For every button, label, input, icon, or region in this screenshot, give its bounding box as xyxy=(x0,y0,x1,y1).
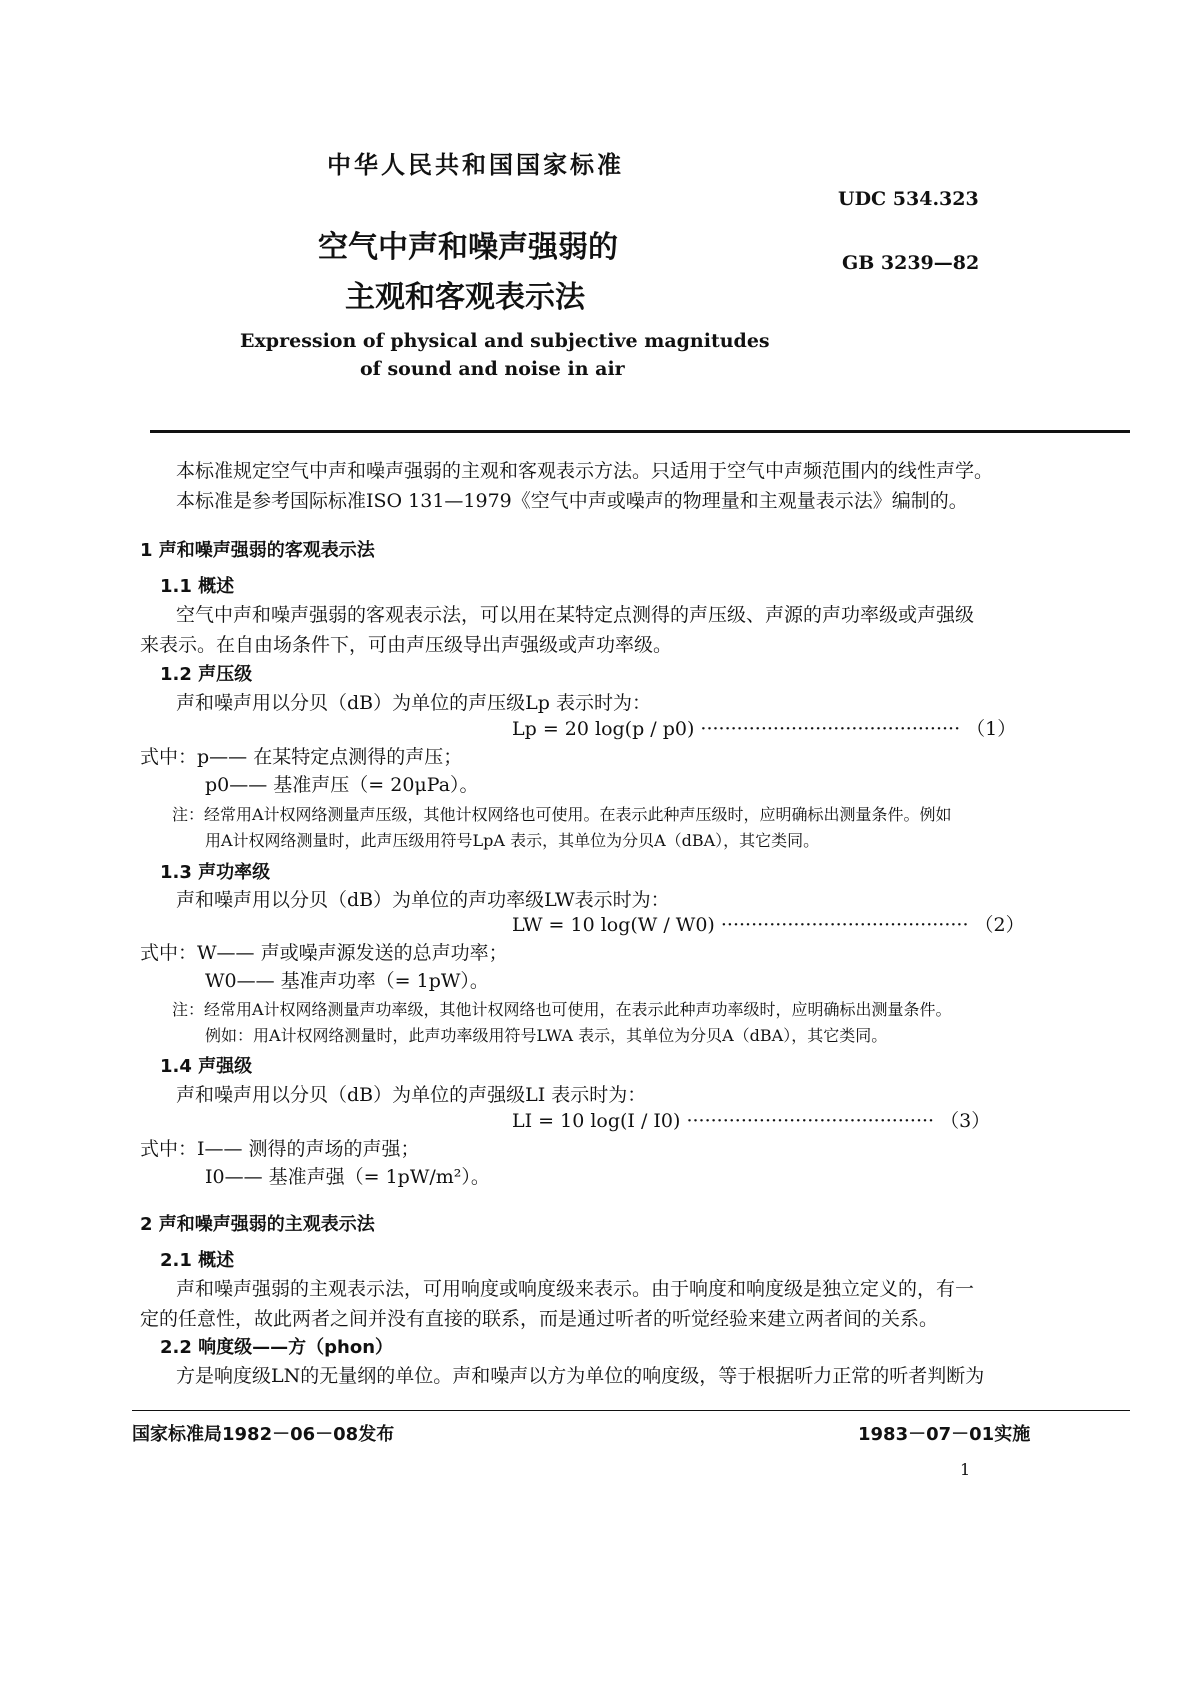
equation-1: Lp = 20 log(p / p0) ··········································· （1） xyxy=(512,718,1017,740)
where-clause: p0—— 基准声压（= 20μPa）。 xyxy=(205,774,479,796)
para: 来表示。在自由场条件下，可由声压级导出声强级或声功率级。 xyxy=(140,634,673,656)
udc-code: UDC 534.323 xyxy=(838,188,979,210)
section-1-3-heading: 1.3 声功率级 xyxy=(160,862,271,883)
note: 例如：用A计权网络测量时，此声功率级用符号LWA 表示，其单位为分贝A（dBA），其它类同。 xyxy=(205,1026,888,1045)
standard-number: GB 3239—82 xyxy=(842,252,980,274)
title-en-line1: Expression of physical and subjective magnitudes xyxy=(240,330,770,352)
section-2-heading: 2 声和噪声强弱的主观表示法 xyxy=(140,1214,375,1235)
effective-date: 1983－07－01实施 xyxy=(858,1424,1031,1445)
issue-date: 国家标准局1982－06－08发布 xyxy=(132,1424,395,1445)
intro-para-1: 本标准规定空气中声和噪声强弱的主观和客观表示方法。只适用于空气中声频范围内的线性声学。 xyxy=(176,460,994,482)
title-en-line2: of sound and noise in air xyxy=(360,358,625,380)
where-clause: 式中：p—— 在某特定点测得的声压； xyxy=(140,746,463,768)
issuer-heading: 中华人民共和国国家标准 xyxy=(327,151,624,179)
intro-para-2: 本标准是参考国际标准ISO 131—1979《空气中声或噪声的物理量和主观量表示法》编制的。 xyxy=(176,490,968,512)
section-1-1-heading: 1.1 概述 xyxy=(160,576,235,597)
note: 用A计权网络测量时，此声压级用符号LpA 表示，其单位为分贝A（dBA），其它类同。 xyxy=(205,831,820,850)
where-clause: I0—— 基准声强（= 1pW/m²）。 xyxy=(205,1166,490,1188)
para: 定的任意性，故此两者之间并没有直接的联系，而是通过听者的听觉经验来建立两者间的关系。 xyxy=(140,1308,939,1330)
page-number: 1 xyxy=(960,1460,971,1479)
para: 声和噪声用以分贝（dB）为单位的声功率级LW表示时为： xyxy=(176,889,670,911)
section-2-2-heading: 2.2 响度级——方（phon） xyxy=(160,1337,394,1358)
para: 声和噪声强弱的主观表示法，可用响度或响度级来表示。由于响度和响度级是独立定义的，有一 xyxy=(176,1278,975,1300)
equation-2: LW = 10 log(W / W0) ········································· （2） xyxy=(512,914,1025,936)
section-1-4-heading: 1.4 声强级 xyxy=(160,1056,253,1077)
note: 注：经常用A计权网络测量声压级，其他计权网络也可使用。在表示此种声压级时，应明确标出测量条件。例如 xyxy=(172,805,952,824)
section-2-1-heading: 2.1 概述 xyxy=(160,1250,235,1271)
where-clause: W0—— 基准声功率（= 1pW）。 xyxy=(205,970,489,992)
equation-3: LI = 10 log(I / I0) ········································· （3） xyxy=(512,1110,991,1132)
where-clause: 式中：I—— 测得的声场的声强； xyxy=(140,1138,420,1160)
title-cn-line1: 空气中声和噪声强弱的 xyxy=(318,230,618,265)
section-1-heading: 1 声和噪声强弱的客观表示法 xyxy=(140,540,375,561)
title-cn-line2: 主观和客观表示法 xyxy=(345,280,585,315)
where-clause: 式中：W—— 声或噪声源发送的总声功率； xyxy=(140,942,508,964)
note: 注：经常用A计权网络测量声功率级，其他计权网络也可使用，在表示此种声功率级时，应明确标出测量条件。 xyxy=(172,1000,952,1019)
section-1-2-heading: 1.2 声压级 xyxy=(160,664,253,685)
header-rule xyxy=(150,430,1130,433)
para: 声和噪声用以分贝（dB）为单位的声强级LI 表示时为： xyxy=(176,1084,647,1106)
para: 空气中声和噪声强弱的客观表示法，可以用在某特定点测得的声压级、声源的声功率级或声强级 xyxy=(176,604,975,626)
para: 方是响度级LN的无量纲的单位。声和噪声以方为单位的响度级，等于根据听力正常的听者判断为 xyxy=(176,1365,985,1387)
footer-rule xyxy=(132,1410,1130,1411)
para: 声和噪声用以分贝（dB）为单位的声压级Lp 表示时为： xyxy=(176,692,651,714)
